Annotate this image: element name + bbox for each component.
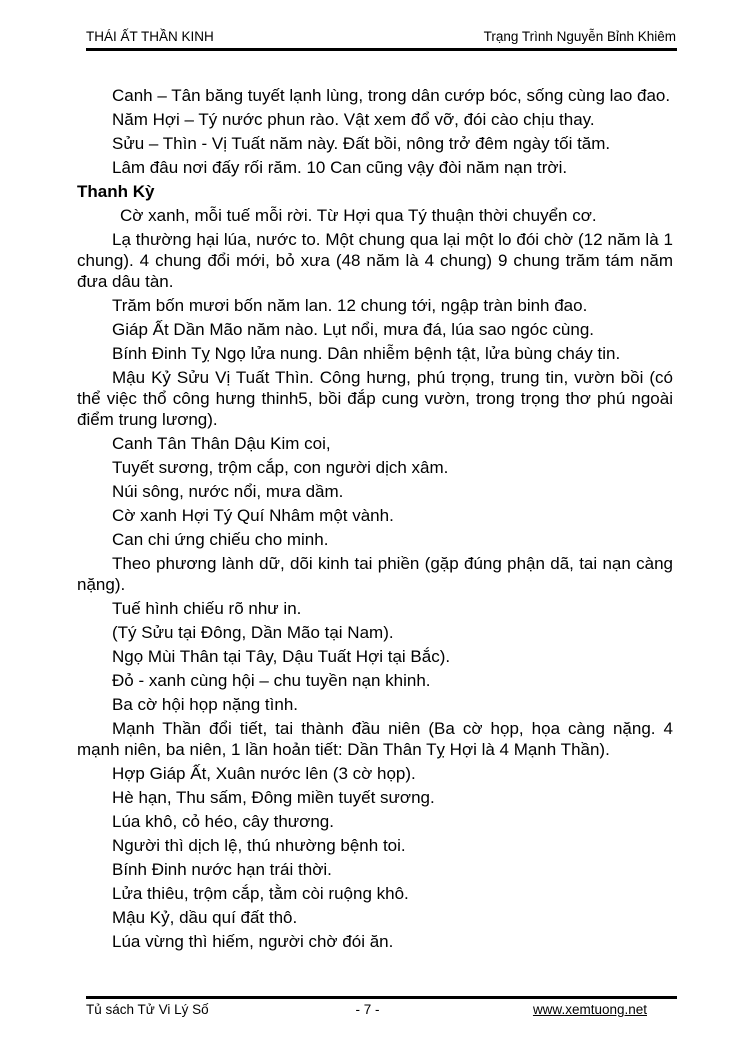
paragraph: Lâm đâu nơi đấy rối răm. 10 Can cũng vậy đòi năm nạn trời.	[112, 158, 568, 177]
paragraph: Lúa khô, cỏ héo, cây thương.	[112, 812, 334, 831]
footer-divider	[86, 996, 677, 999]
paragraph: Can chi ứng chiếu cho minh.	[112, 530, 329, 549]
paragraph: Canh Tân Thân Dậu Kim coi,	[112, 434, 331, 453]
header-author: Trạng Trình Nguyễn Bỉnh Khiêm	[483, 29, 676, 44]
paragraph: Đỏ - xanh cùng hội – chu tuyền nạn khinh.	[112, 671, 431, 690]
paragraph: Cờ xanh, mỗi tuế mỗi rời. Từ Hợi qua Tý thuận thời chuyển cơ.	[120, 206, 597, 225]
paragraph: Hợp Giáp Ất, Xuân nước lên (3 cờ họp).	[112, 764, 416, 783]
paragraph: Mạnh Thần đổi tiết, tai thành đầu niên (Ba cờ họp, họa càng nặng. 4 mạnh niên, ba niên, 1 lần hoản tiết: Dần Thân Tỵ Hợi là 4 Mạnh Thần).	[77, 719, 673, 759]
paragraph: Ba cờ hội họp nặng tình.	[112, 695, 299, 714]
paragraph: Lửa thiêu, trộm cắp, tằm còi ruộng khô.	[112, 884, 409, 903]
paragraph: Mậu Kỷ Sửu Vị Tuất Thìn. Công hưng, phú trọng, trung tin, vườn bồi (có thể việc thổ công hưng thinh5, bồi đắp cung vườn, trong trọng thơ phú ngoài điểm trung lương).	[77, 368, 673, 429]
paragraph: Ngọ Mùi Thân tại Tây, Dậu Tuất Hợi tại Bắc).	[112, 647, 451, 666]
paragraph: Lúa vừng thì hiếm, người chờ đói ăn.	[112, 932, 394, 951]
paragraph: Trăm bốn mươi bốn năm lan. 12 chung tới, ngập tràn binh đao.	[112, 296, 588, 315]
document-body	[77, 85, 673, 955]
paragraph: Sửu – Thìn - Vị Tuất năm này. Đất bồi, nông trở đêm ngày tối tăm.	[112, 134, 611, 153]
paragraph: (Tý Sửu tại Đông, Dần Mão tại Nam).	[112, 623, 394, 642]
paragraph: Người thì dịch lệ, thú nhường bệnh toi.	[112, 836, 406, 855]
paragraph: Tuyết sương, trộm cắp, con người dịch xâm.	[112, 458, 449, 477]
header-divider	[86, 48, 677, 51]
paragraph: Canh – Tân băng tuyết lạnh lùng, trong dân cướp bóc, sống cùng lao đao.	[112, 86, 671, 105]
section-heading: Thanh Kỳ	[77, 182, 155, 201]
paragraph: Tuế hình chiếu rõ như in.	[112, 599, 302, 618]
paragraph: Núi sông, nước nổi, mưa dầm.	[112, 482, 344, 501]
page-header	[86, 28, 676, 45]
paragraph: Bính Đinh nước hạn trái thời.	[112, 860, 332, 879]
page-footer	[86, 1001, 677, 1018]
paragraph: Năm Hợi – Tý nước phun rào. Vật xem đổ vỡ, đói cào chịu thay.	[112, 110, 595, 129]
paragraph: Lạ thường hại lúa, nước to. Một chung qua lại một lo đói chờ (12 năm là 1 chung). 4 chung đổi mới, bỏ xưa (48 năm là 4 chung) 9 chung trăm tám năm đưa dâu tàn.	[77, 230, 673, 291]
paragraph: Mậu Kỷ, dầu quí đất thô.	[112, 908, 298, 927]
header-book-title: THÁI ẤT THẦN KINH	[86, 29, 214, 44]
paragraph: Bính Đinh Tỵ Ngọ lửa nung. Dân nhiễm bệnh tật, lửa bùng cháy tin.	[112, 344, 621, 363]
paragraph: Cờ xanh Hợi Tý Quí Nhâm một vành.	[112, 506, 394, 525]
footer-website-link[interactable]: www.xemtuong.net	[532, 1002, 647, 1017]
footer-series-title: Tủ sách Tử Vi Lý Số	[86, 1002, 209, 1017]
footer-page-number: - 7 -	[355, 1002, 380, 1017]
paragraph: Giáp Ất Dần Mão năm nào. Lụt nổi, mưa đá, lúa sao ngóc cùng.	[112, 320, 595, 339]
paragraph: Hè hạn, Thu sấm, Đông miền tuyết sương.	[112, 788, 435, 807]
paragraph: Theo phương lành dữ, dõi kinh tai phiền (gặp đúng phận dã, tai nạn càng nặng).	[77, 554, 673, 594]
